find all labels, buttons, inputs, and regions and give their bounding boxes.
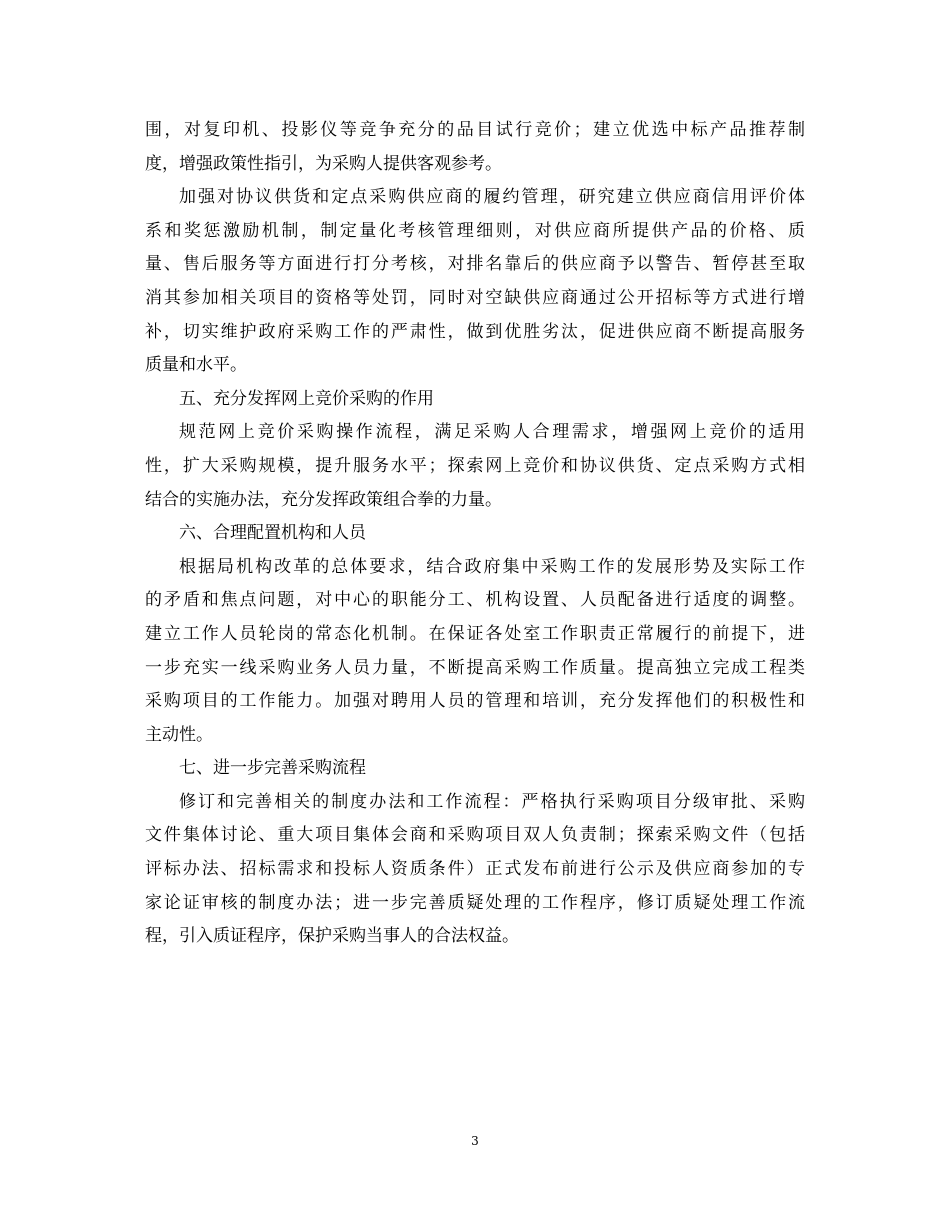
text-line: 系和奖惩激励机制，制定量化考核管理细则，对供应商所提供产品的价格、质 — [145, 220, 805, 241]
text-line: 量、售后服务等方面进行打分考核，对排名靠后的供应商予以警告、暂停甚至取 — [145, 254, 805, 275]
text-line: 围，对复印机、投影仪等竞争充分的品目试行竞价；建立优选中标产品推荐制 — [145, 120, 805, 140]
text-line: 采购项目的工作能力。加强对聘用人员的管理和培训，充分发挥他们的积极性和 — [145, 691, 805, 712]
text-line: 评标办法、招标需求和投标人资质条件）正式发布前进行公示及供应商参加的专 — [145, 859, 805, 880]
text-line: 建立工作人员轮岗的常态化机制。在保证各处室工作职责正常履行的前提下，进 — [145, 623, 805, 644]
text-line: 文件集体讨论、重大项目集体会商和采购项目双人负责制；探索采购文件（包括 — [145, 825, 805, 846]
text-line: 主动性。 — [145, 724, 213, 745]
text-line: 根据局机构改革的总体要求，结合政府集中采购工作的发展形势及实际工作 — [179, 556, 805, 577]
text-line: 程，引入质证程序，保护采购当事人的合法权益。 — [145, 926, 519, 947]
text-line: 一步充实一线采购业务人员力量，不断提高采购工作质量。提高独立完成工程类 — [145, 657, 805, 678]
section-heading: 五、充分发挥网上竞价采购的作用 — [179, 388, 434, 409]
section-heading: 七、进一步完善采购流程 — [179, 758, 366, 779]
text-line: 结合的实施办法，充分发挥政策组合拳的力量。 — [145, 489, 502, 510]
section-heading: 六、合理配置机构和人员 — [179, 523, 366, 544]
page-number: 3 — [471, 1134, 479, 1148]
text-line: 规范网上竞价采购操作流程，满足采购人合理需求，增强网上竞价的适用 — [179, 422, 805, 443]
text-line: 消其参加相关项目的资格等处罚，同时对空缺供应商通过公开招标等方式进行增 — [145, 287, 805, 308]
text-line: 性，扩大采购规模，提升服务水平；探索网上竞价和协议供货、定点采购方式相 — [145, 455, 805, 476]
text-line: 加强对协议供货和定点采购供应商的履约管理，研究建立供应商信用评价体 — [179, 187, 805, 208]
text-line: 度，增强政策性指引，为采购人提供客观参考。 — [145, 153, 502, 174]
text-line: 家论证审核的制度办法；进一步完善质疑处理的工作程序，修订质疑处理工作流 — [145, 892, 805, 913]
text-line: 的矛盾和焦点问题，对中心的职能分工、机构设置、人员配备进行适度的调整。 — [145, 590, 805, 611]
text-line: 质量和水平。 — [145, 355, 247, 376]
text-line: 修订和完善相关的制度办法和工作流程：严格执行采购项目分级审批、采购 — [179, 791, 805, 812]
document-body — [145, 114, 805, 954]
text-line: 补，切实维护政府采购工作的严肃性，做到优胜劣汰，促进供应商不断提高服务 — [145, 321, 805, 342]
